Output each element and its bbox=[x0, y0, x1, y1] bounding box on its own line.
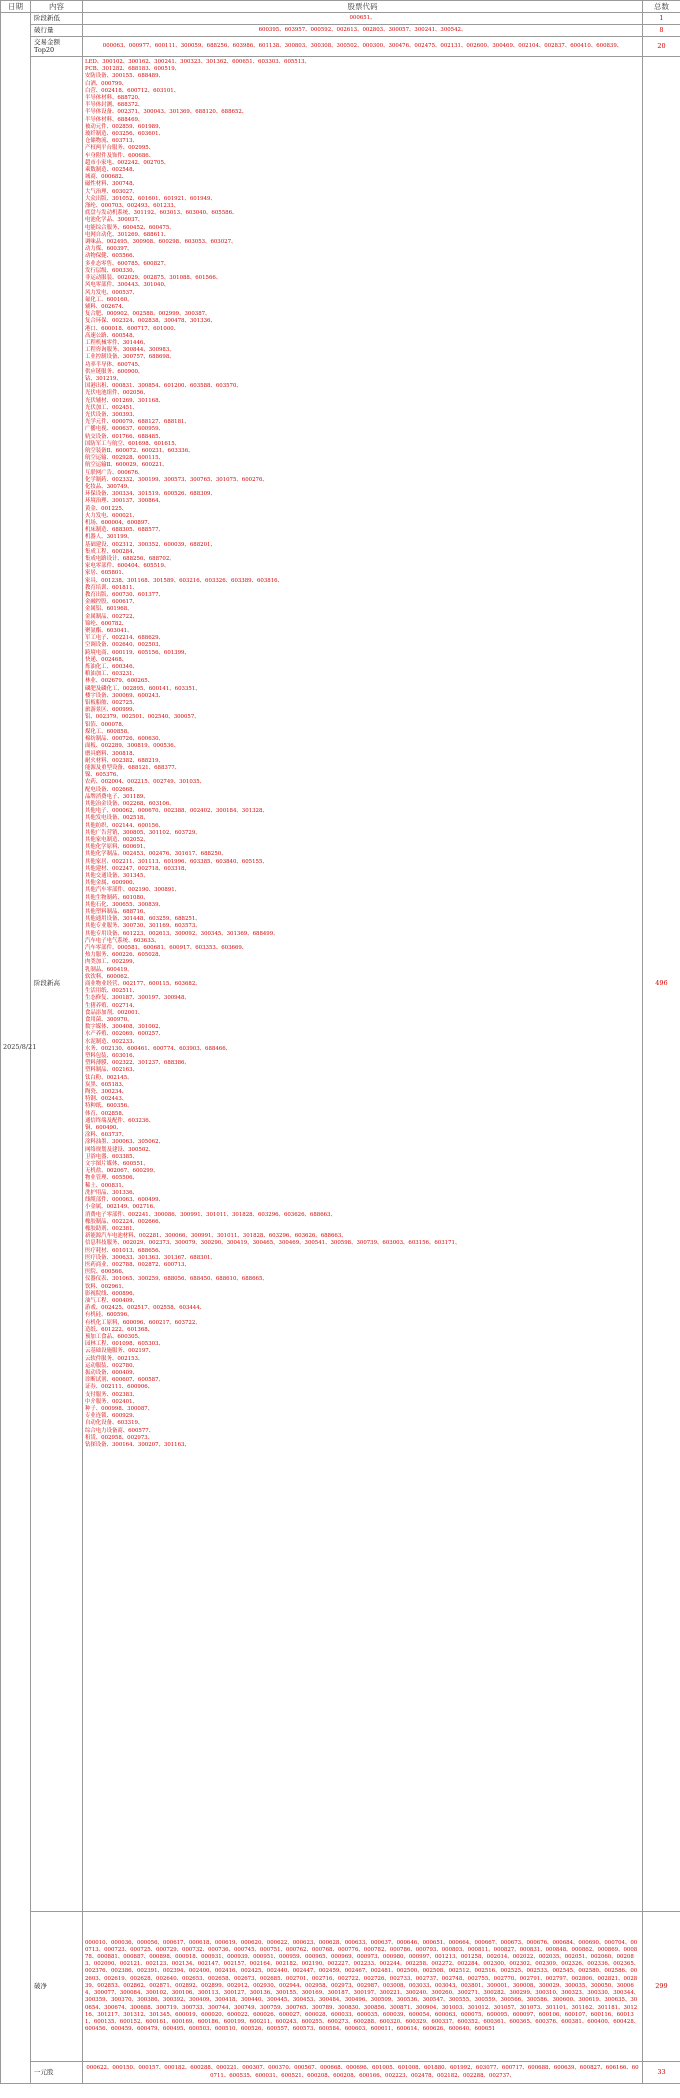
sector-line: 热力服务、600226、605028、 bbox=[85, 952, 164, 959]
row-top20 bbox=[1, 37, 680, 57]
sector-line: 家具、001238、301168、301589、603216、603326、603389、603816、 bbox=[85, 577, 283, 584]
sector-line: 医院、600566、 bbox=[85, 1269, 128, 1276]
sector-line: 教育培训、601811、 bbox=[85, 584, 138, 591]
sector-line: 水泥制造、002233、 bbox=[85, 1038, 138, 1045]
sector-line: 磁性材料、300748、 bbox=[85, 181, 138, 188]
sector-line: 金属制品、002722、 bbox=[85, 613, 138, 620]
sector-line: 乳制品、600419、 bbox=[85, 966, 133, 973]
sector-line: 磨具磨料、300818、 bbox=[85, 750, 138, 757]
stock-codes: 600395、603957、000592、002613、002803、300057、300241、300542、 bbox=[83, 25, 643, 37]
sector-line: 国防军工与航空、601698、601615、 bbox=[85, 440, 181, 447]
sector-line: 车身附件及饰件、600686、 bbox=[85, 152, 155, 159]
sector-line: 稀土、000831、 bbox=[85, 1182, 128, 1189]
sector-line: 软饮料、600062、 bbox=[85, 973, 133, 980]
sector-line: 风力发电、000537、 bbox=[85, 289, 138, 296]
sector-line: 工业控制设备、300757、688698、 bbox=[85, 354, 175, 361]
sector-line: 仪器仪表、301065、300259、688056、688450、688610、688665、 bbox=[85, 1276, 268, 1283]
sector-line: 玻纤制造、603256、603601、 bbox=[85, 131, 164, 138]
sector-line: 产权两平台服务、002995、 bbox=[85, 145, 155, 152]
sector-line: 运动服装、002780、 bbox=[85, 1362, 138, 1369]
sector-line: 塑料包装、603016、 bbox=[85, 1053, 138, 1060]
category-label: 破行量 bbox=[31, 25, 83, 37]
sector-line: 互联网广告、000676、 bbox=[85, 469, 144, 476]
sector-line: 其他家居、002211、301113、601996、603385、603840、605155、 bbox=[85, 858, 268, 865]
sector-line: 配电设备、002668、 bbox=[85, 786, 138, 793]
sector-line: 黄金、001225、 bbox=[85, 505, 128, 512]
sector-line: 功率半导体、600745、 bbox=[85, 361, 144, 368]
sector-line: 预加工食品、600305、 bbox=[85, 1333, 144, 1340]
sector-line: 锦纶、600782、 bbox=[85, 620, 128, 627]
count-cell: 1 bbox=[643, 13, 680, 25]
sector-line: 供应链服务、600900、 bbox=[85, 368, 144, 375]
category-label: 阶段新低 bbox=[31, 13, 83, 25]
sector-line: 有机硅、600596、 bbox=[85, 1312, 133, 1319]
sector-line: 影视院线、600896、 bbox=[85, 1290, 138, 1297]
sector-line: 文字图片媒体、600551、 bbox=[85, 1161, 149, 1168]
sector-line: 动物保健、605566、 bbox=[85, 253, 138, 260]
sector-line: 其他冶金设备、002268、603106、 bbox=[85, 800, 175, 807]
count-cell: 20 bbox=[643, 37, 680, 57]
sector-line: 底盘与发动机系统、301192、603013、603040、605586、 bbox=[85, 210, 238, 217]
sector-line: 军工电子、002214、688629、 bbox=[85, 635, 164, 642]
sector-line: 网络规划及建设、300502、 bbox=[85, 1146, 155, 1153]
sector-line: 铝板船舶、002725、 bbox=[85, 700, 138, 707]
sector-line: 塑料薄膜、002322、301237、688386、 bbox=[85, 1060, 190, 1067]
sector-line: 物业管理、605506、 bbox=[85, 1175, 138, 1182]
sector-line: 快递、002468、 bbox=[85, 656, 128, 663]
sector-line: 化妆品、300749、 bbox=[85, 483, 133, 490]
sector-line: 涂料、603737、 bbox=[85, 1132, 128, 1139]
sector-line: 其他建材、002247、002718、603318、 bbox=[85, 865, 190, 872]
count-cell: 8 bbox=[643, 25, 680, 37]
sector-line: 特钢、002443、 bbox=[85, 1096, 128, 1103]
sector-line: 综合电力设备商、600577、 bbox=[85, 1427, 155, 1434]
sector-line: 机器人、301199、 bbox=[85, 534, 133, 541]
sector-line: 无机盐、002067、600299、 bbox=[85, 1168, 159, 1175]
sector-line: 钴、301219、 bbox=[85, 375, 122, 382]
row-new-high bbox=[1, 57, 680, 1912]
sector-line: 其他生物制药、601080、 bbox=[85, 894, 149, 901]
sector-line: 生活用纸、002511、 bbox=[85, 988, 138, 995]
sector-line: 橡胶助剂、002381、 bbox=[85, 1225, 138, 1232]
sector-line: 农药、002004、002215、002749、301035、 bbox=[85, 779, 206, 786]
row-breakout bbox=[1, 25, 680, 37]
sector-line: 轨交设备、601766、688485、 bbox=[85, 433, 164, 440]
sector-line: 铜、600490、 bbox=[85, 1125, 122, 1132]
header-codes: 股票代码 bbox=[83, 1, 643, 13]
sector-line: 半导体封测、688372、 bbox=[85, 102, 144, 109]
sector-line: 体育、002858、 bbox=[85, 1110, 128, 1117]
sector-line: 橡胶制品、002224、002666、 bbox=[85, 1218, 164, 1225]
sector-line: 磷肥及磷化工、002895、600141、603351、 bbox=[85, 685, 201, 692]
sector-line: 风电零部件、300443、301040、 bbox=[85, 282, 170, 289]
sector-line: 支付服务、002383、 bbox=[85, 1391, 138, 1398]
sector-line: 光伏辅材、001269、301168、 bbox=[85, 397, 164, 404]
sector-line: 生态修复、300187、300197、300948、 bbox=[85, 995, 190, 1002]
sector-line: 光伏设备、300393、 bbox=[85, 411, 138, 418]
sector-line: 其他发电设备、002518、 bbox=[85, 815, 149, 822]
sector-line: 食用菌、300970、 bbox=[85, 1017, 133, 1024]
sector-line: 游戏、002425、002517、002558、603444、 bbox=[85, 1305, 206, 1312]
sector-line: 其他通用设备、301448、603259、688251、 bbox=[85, 916, 201, 923]
sector-line: 涤纶、000703、002493、601233、 bbox=[85, 203, 180, 210]
sector-line: 环境治理、300137、300864、 bbox=[85, 498, 164, 505]
sector-line: 园林工程、001098、605303、 bbox=[85, 1341, 164, 1348]
sector-line: 水产养殖、002069、600257、 bbox=[85, 1031, 164, 1038]
sector-line: 航空装备Ⅱ、600072、600231、603336、 bbox=[85, 447, 194, 454]
sector-line: 调味品、002495、300908、600298、603053、603027、 bbox=[85, 239, 237, 246]
count-cell: 496 bbox=[643, 57, 680, 1912]
sector-line: 种子、000998、300087、 bbox=[85, 1405, 154, 1412]
sector-line: 租赁、002958、002973、 bbox=[85, 1434, 154, 1441]
sector-line: 动力煤、600397、 bbox=[85, 246, 133, 253]
sector-line: 金融控股、600617、 bbox=[85, 599, 138, 606]
sector-line: 光伏电池组件、002056、 bbox=[85, 390, 149, 397]
sector-line: 卫浴电器、603385、 bbox=[85, 1153, 138, 1160]
sector-line: 医疗设备、300633、301363、301367、688301、 bbox=[85, 1254, 216, 1261]
sector-line: 其他石化、300655、300839、 bbox=[85, 901, 164, 908]
sector-line: 白营、002418、600712、603101、 bbox=[85, 87, 180, 94]
sector-line: 金属铝、601968、 bbox=[85, 606, 133, 613]
sector-line: 教育出版、600730、601377、 bbox=[85, 592, 164, 599]
sector-line: 仓储物流、603713、 bbox=[85, 138, 138, 145]
sector-line: 消费电子零部件、002241、300086、300991、301011、301828、603296、603626、688663、 bbox=[85, 1211, 336, 1218]
sector-line: 面板、002289、300819、000536、 bbox=[85, 743, 180, 750]
sector-line: 中介服务、002401、 bbox=[85, 1398, 138, 1405]
sector-line: 安防设备、300155、688489、 bbox=[85, 73, 164, 80]
sector-line: 电网自动化、301269、688611、 bbox=[85, 231, 170, 238]
sector-line: 空调设备、002640、002503、 bbox=[85, 642, 164, 649]
sector-line: 白酒、000799、 bbox=[85, 80, 128, 87]
sector-line: 其他家电制造、002052、 bbox=[85, 836, 149, 843]
sector-line: 集成电路设计、688256、688702、 bbox=[85, 556, 175, 563]
sector-line: 造纸、601222、601368、 bbox=[85, 1326, 154, 1333]
sector-line: 肉类加工、002299、 bbox=[85, 959, 138, 966]
sector-line: 汽车零部件、000581、600681、600917、603353、603669、 bbox=[85, 944, 248, 951]
sector-line: 饮料、002961、 bbox=[85, 1283, 128, 1290]
sector-line: 集成工程、600284、 bbox=[85, 548, 138, 555]
sector-line: 超市小家电、002242、002705、 bbox=[85, 159, 170, 166]
sector-line: 陶瓷、300234、 bbox=[85, 1089, 128, 1096]
header-content: 内容 bbox=[31, 1, 83, 13]
sector-line: 自动化设备、603319、 bbox=[85, 1420, 144, 1427]
sector-line: 涂料油墨、300063、305062、 bbox=[85, 1139, 164, 1146]
sector-line: PCB、301282、688183、600519、 bbox=[85, 66, 181, 73]
sector-line: 食品添加剂、002001、 bbox=[85, 1009, 144, 1016]
row-net-buy bbox=[1, 1912, 680, 2062]
date-cell: 2025/8/21 bbox=[1, 13, 31, 2084]
header-count: 总数 bbox=[643, 1, 680, 13]
sector-line: 广播电视、600637、600959、 bbox=[85, 426, 164, 433]
category-label: 交易金额Top20 bbox=[31, 37, 83, 57]
sector-line: 其他专业服务、300730、301169、603573、 bbox=[85, 923, 201, 930]
stock-codes: 000010、000036、000056、000617、000618、000619、000620、000622、000623、000628、000633、000637、000646、000651、000664、000667、000673、000676、000684、000690、000704、000713、000723、000725、000729、000732、000736、000745、000751、000762、000768、000776、000782、000786、000793、000803、000811、000827、000831、000848、000862、000869、000878、000881、000887、000898、000918、000931、000939、000951、000959、000965、000969、000973、000980、000997、001213、001258、002014、002022、002035、002051、002060、002083、002090、002121、002123、002134、002147、002157、002164、002182、002190、002227、002233、002244、002258、002272、002284、002300、002302、002309、002326、002336、002365、002376、002386、002391、002394、002400、002416、002425、002440、002447、002459、002467、002481、002500、002508、002512、002516、002525、002533、002545、002580、002586、002603、002619、002628、002640、002653、002658、002673、002685、002701、002716、002722、002726、002733、002737、002748、002755、002770、002791、002797、002806、002821、002839、002853、002862、002871、002892、002899、002912、002930、002944、002958、002973、002987、003008、003033、003043、003801、300001、300008、300029、300035、300050、300064、300077、300084、300102、300106、300113、300127、300136、300155、300169、300187、300197、300221、300240、300260、300271、300282、300299、300310、300323、300330、300344、300359、300370、300386、300392、300409、300418、300440、300445、300453、300484、300496、300509、300536、300547、300555、300559、300566、300586、300600、300619、300635、300654、300674、300688、300719、300733、300744、300749、300759、300765、300789、300830、300856、300871、300904、301003、301012、301057、301073、301101、301162、301181、301216、301217、301312、301345、600019、600020、600022、600026、600027、600028、600033、600035、600039、600054、600063、600075、600095、600097、600106、600107、600116、600131、600135、600152、600161、600169、600186、600199、600211、600243、600255、600273、600288、600320、600329、600337、600352、600361、600365、600376、600381、600400、600428、600456、600459、600479、600495、600503、600510、600526、600557、600573、600584、600603、600611、600614、600626、600640、600651 bbox=[83, 1912, 643, 2062]
sector-line: 工程咨询服务、300844、300983、 bbox=[85, 347, 175, 354]
sector-line: 国港出租、000831、300854、601200、603588、603570、 bbox=[85, 383, 242, 390]
sector-line: 其他交通设备、301345、 bbox=[85, 872, 149, 879]
sector-line: 特种纸、600356、 bbox=[85, 1103, 133, 1110]
sector-line: 聚氨酯、603041、 bbox=[85, 628, 133, 635]
sector-line: 被动元件、002859、601989、 bbox=[85, 123, 164, 130]
sector-line: 光学元件、600079、688127、688181、 bbox=[85, 419, 190, 426]
sector-line: 煤化工、600858、 bbox=[85, 728, 133, 735]
sector-line: 棉纺制品、000726、600630、 bbox=[85, 736, 164, 743]
sector-line: 乘数制造、002548、 bbox=[85, 167, 138, 174]
sector-line: 环保设备、300334、301519、600526、688309、 bbox=[85, 491, 216, 498]
row-one-yuan bbox=[1, 2062, 680, 2084]
sector-line: 有机化工原料、600096、600217、603722、 bbox=[85, 1319, 201, 1326]
sector-line: 油气工程、600409、 bbox=[85, 1297, 138, 1304]
stock-codes: 000063、000977、600111、300059、688256、603986、601138、300803、300308、300502、000300、300476、002475、002131、002600、300469、002104、002837、600410、600839、 bbox=[83, 37, 643, 57]
sector-line: 辅料、002674、 bbox=[85, 303, 128, 310]
sector-line: 生猪养殖、002714、 bbox=[85, 1002, 138, 1009]
sector-line: 炭黑、605183、 bbox=[85, 1081, 128, 1088]
sector-line: 其他专用设备、601223、002613、300092、300345、301369、688499、 bbox=[85, 930, 279, 937]
header-row bbox=[1, 1, 680, 13]
sector-line: 大众出版、301052、601601、601921、601949、 bbox=[85, 195, 216, 202]
sector-line: 氟化工、600160、 bbox=[85, 296, 133, 303]
sector-line: 多业态零售、600785、600827、 bbox=[85, 260, 170, 267]
sector-line: 镍、605376、 bbox=[85, 772, 122, 779]
sector-line: 楼宇设备、300069、600243、 bbox=[85, 692, 164, 699]
sector-line: 塑料制品、002163、 bbox=[85, 1067, 138, 1074]
sector-line: 其他汽车零部件、002190、300891、 bbox=[85, 887, 181, 894]
category-label: 破净 bbox=[31, 1912, 83, 2062]
sector-line: 光伏加工、002451、 bbox=[85, 404, 138, 411]
sector-line: 机床制造、688305、688577、 bbox=[85, 527, 164, 534]
sector-line: 洗护用品、301336、 bbox=[85, 1189, 138, 1196]
sector-line: 航空运输、002928、600115、 bbox=[85, 455, 164, 462]
category-label: 一元股 bbox=[31, 2062, 83, 2084]
sector-line: 证券、002111、600906、 bbox=[85, 1384, 154, 1391]
sector-line: 半导体材料、688720、 bbox=[85, 95, 144, 102]
sector-line: 信息科技服务、002029、002373、300079、300290、300419、300465、300469、300541、300598、300739、603003、603156、603171、 bbox=[85, 1240, 461, 1247]
sector-line: 机场、600004、600897、 bbox=[85, 520, 154, 526]
sector-line: 基础建设、002312、300352、600039、688201、 bbox=[85, 541, 216, 548]
row-first-board bbox=[1, 13, 680, 25]
sector-line: 炼油化工、600346、 bbox=[85, 664, 138, 671]
sector-line: 诊断试剂、600607、600587、 bbox=[85, 1377, 164, 1384]
sector-line: 水务、002130、600461、600774、603903、688466、 bbox=[85, 1045, 232, 1052]
sector-line: 发行层级、600330、 bbox=[85, 267, 138, 274]
stock-codes: 000651、 bbox=[83, 13, 643, 25]
sector-line: 铝、002379、002501、002540、300057、 bbox=[85, 714, 200, 721]
sector-line: 其他化学制品、002453、002476、301617、688250、 bbox=[85, 851, 227, 858]
sector-line: 耐火材料、002382、688219、 bbox=[85, 757, 164, 764]
sector-line: 其他塑料制品、688716、 bbox=[85, 908, 149, 915]
stock-codes: 000622、000150、000157、000182、600288、000221、000307、000370、000567、000668、000696、601005、601008、601880、601992、603077、600717、600688、600639、600827、606166、600711、600535、600031、600521、600208、600208、600166、002223、002478、002182、002288、002737、 bbox=[83, 2062, 643, 2084]
count-cell: 33 bbox=[643, 2062, 680, 2084]
count-cell: 299 bbox=[643, 1912, 680, 2062]
sector-line: 航空运输Ⅱ、600029、600221、 bbox=[85, 462, 168, 469]
sector-line: 非运动服装、002029、002875、301088、601566、 bbox=[85, 275, 222, 282]
sector-line: 港口、600018、600717、601000、 bbox=[85, 325, 180, 332]
sector-line: 新能源汽车电池材料、002281、300066、300991、301011、301828、603296、603626、688663、 bbox=[85, 1233, 347, 1240]
sector-line: 工程机械零件、301446、 bbox=[85, 339, 149, 346]
sector-line: 城商、000682、 bbox=[85, 174, 128, 181]
sector-line: 钛白粉、002145、 bbox=[85, 1074, 133, 1081]
sector-line: 复合肥、000902、002588、002999、300387、 bbox=[85, 311, 211, 318]
sector-line: 能源及重型设备、688121、688377、 bbox=[85, 764, 181, 771]
sector-line: 化学制药、002332、300199、300573、300765、301075、600276、 bbox=[85, 476, 268, 483]
sector-line: LED、300102、300162、300241、300323、301362、600651、603303、605513、 bbox=[85, 59, 310, 65]
sector-line: 复合环保、002324、002838、300478、301336、 bbox=[85, 318, 216, 325]
sector-line: 品牌消费电子、301189、 bbox=[85, 793, 149, 800]
sector-line: 云软件服务、002153、 bbox=[85, 1355, 144, 1362]
sector-line: 林业、002679、600265、 bbox=[85, 678, 154, 685]
sector-line: 其他金属、600900、 bbox=[85, 880, 138, 887]
sector-line: 专业连锁、600929、 bbox=[85, 1413, 138, 1420]
sector-line: 小金属、002149、002716、 bbox=[85, 1204, 159, 1211]
sector-line: 家居、605801、 bbox=[85, 570, 128, 577]
sector-line: 医药商业、002788、002872、600713、 bbox=[85, 1261, 190, 1268]
sector-line: 其他纺织、002144、600156、 bbox=[85, 822, 164, 829]
sector-line: 其他广告营销、300805、301102、603729、 bbox=[85, 829, 201, 836]
sector-line: 钻探设备、300164、300207、301163、 bbox=[85, 1442, 190, 1448]
sector-line: 汽车电子电气系统、603633、 bbox=[85, 937, 160, 944]
sector-line: 振动设备、600409、 bbox=[85, 1369, 138, 1376]
sector-code-list bbox=[83, 57, 643, 1912]
sector-line: 跨境电商、600119、605156、601399、 bbox=[85, 649, 190, 656]
sector-line: 半导体材料、688469、 bbox=[85, 116, 144, 123]
sector-line: 粮油加工、603231、 bbox=[85, 671, 138, 678]
sector-line: 高速公路、600548、 bbox=[85, 332, 138, 339]
sector-line: 大气治理、603027、 bbox=[85, 188, 138, 195]
sector-line: 数字媒体、300408、301002、 bbox=[85, 1024, 164, 1031]
sector-line: 通信终端及配件、603236、 bbox=[85, 1117, 155, 1124]
sector-line: 火力发电、600021、 bbox=[85, 512, 138, 519]
sector-line: 电能综合服务、600452、600475、 bbox=[85, 224, 175, 231]
sector-line: 铝箔、000078、 bbox=[85, 721, 128, 728]
sector-line: 线缆部件、000063、600499、 bbox=[85, 1197, 164, 1204]
sector-line: 商业物业经营、002177、600115、603682、 bbox=[85, 981, 201, 987]
sector-line: 医疗耗材、601013、688656、 bbox=[85, 1247, 164, 1254]
sector-line: 其他化学原料、600691、 bbox=[85, 844, 149, 851]
header-date: 日期 bbox=[1, 1, 31, 13]
sector-line: 半导体设备、002371、300043、301369、688120、688652、 bbox=[85, 109, 248, 116]
sector-line: 电池化学品、300037、 bbox=[85, 217, 144, 224]
category-label: 阶段新高 bbox=[31, 57, 83, 1912]
sector-line: 旅游景区、600999、 bbox=[85, 707, 138, 714]
sector-line: 云基础设施服务、002197、 bbox=[85, 1348, 155, 1355]
sector-line: 家电零部件、600404、605519、 bbox=[85, 563, 170, 570]
sector-line: 其他电子、000062、000670、002388、002402、300184、301328、 bbox=[85, 808, 268, 815]
